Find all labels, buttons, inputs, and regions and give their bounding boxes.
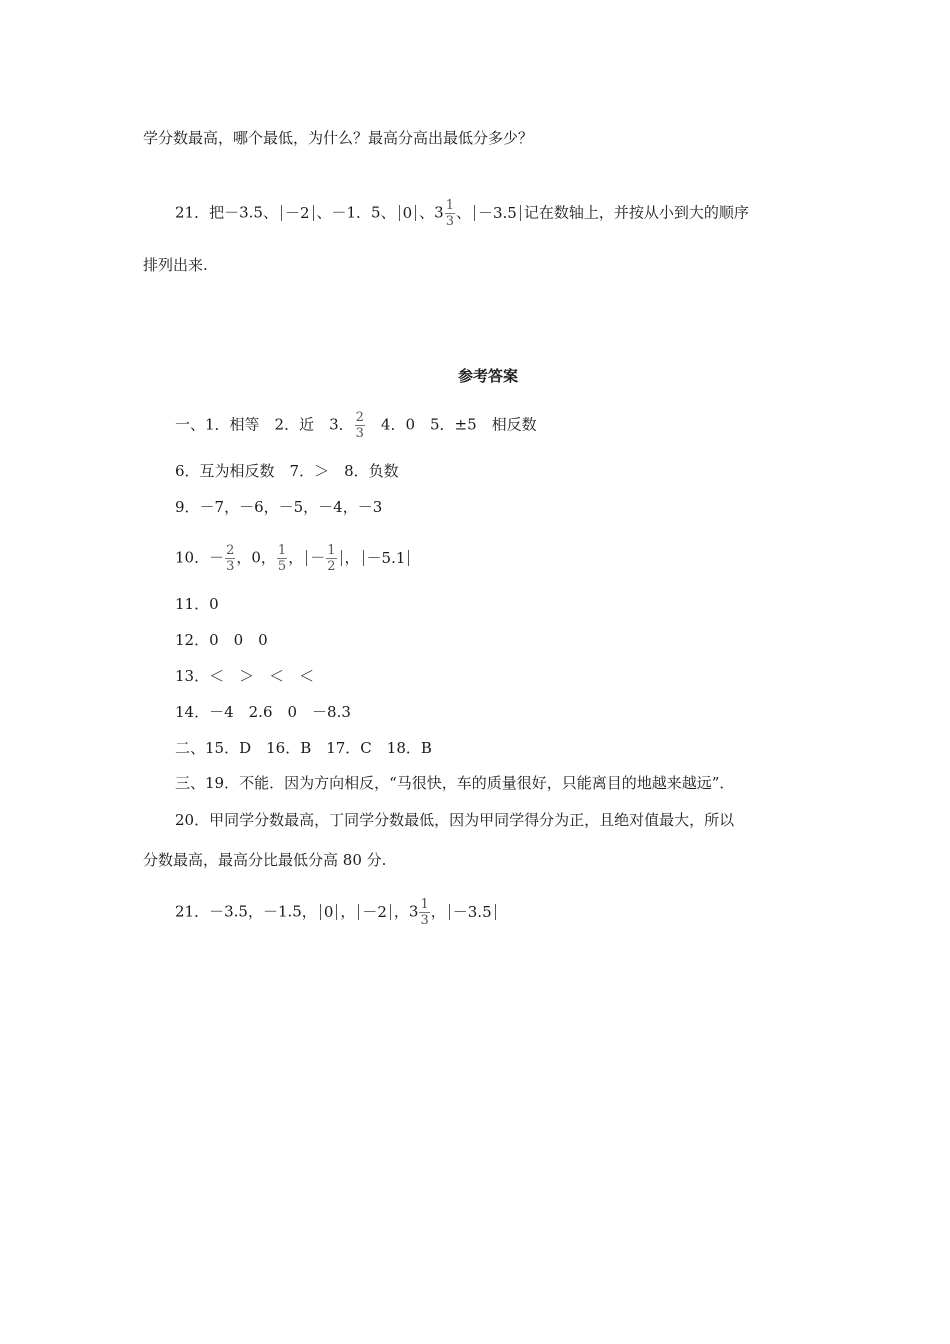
answer-20-line2: 分数最高，最高分比最低分高 80 分. <box>143 851 387 869</box>
q21-text-d: 、 <box>455 203 471 222</box>
ans1-text-a: 一、1．相等 2．近 3． <box>175 415 354 434</box>
ans10-fraction-3 <box>326 543 336 574</box>
ans21-fraction-num: 1 <box>420 897 429 912</box>
q21-abs-1: －2 <box>278 203 317 223</box>
answer-11: 11．0 <box>175 595 219 613</box>
question-tail: 学分数最高，哪个最低，为什么？最高分高出最低分多少？ <box>143 129 534 147</box>
ans10-f2-den: 5 <box>277 559 287 574</box>
ans10-text-b: ，0， <box>236 548 276 567</box>
answer-6-8: 6．互为相反数 7．＞ 8．负数 <box>175 462 399 480</box>
ans21-text-c: ，3 <box>393 902 419 921</box>
ans21-abs-2: －2 <box>355 902 394 922</box>
answer-15-18: 二、15．D 16．B 17．C 18．B <box>175 739 432 757</box>
answer-14: 14．－4 2.6 0 －8.3 <box>175 703 351 721</box>
ans10-f2-num: 1 <box>277 543 287 558</box>
q21-text-a: 21．把－3.5、 <box>175 203 278 222</box>
ans10-abs-1-sign: － <box>310 548 326 567</box>
ans21-fraction <box>419 897 429 928</box>
q21-text-b: 、－1．5、 <box>316 203 396 222</box>
ans21-text-b: ， <box>340 902 356 921</box>
ans10-f3-den: 2 <box>327 559 336 574</box>
ans10-f1-num: 2 <box>226 543 235 558</box>
answers-title: 参考答案 <box>458 367 519 385</box>
q21-fraction <box>445 198 455 229</box>
q21-text-e: 记在数轴上，并按从小到大的顺序 <box>523 203 749 222</box>
ans10-text-c: ， <box>288 548 304 567</box>
answer-19: 三、19．不能．因为方向相反，“马很快，车的质量很好，只能离目的地越来越远”． <box>175 774 735 792</box>
ans21-text-a: 21．－3.5，－1.5， <box>175 902 317 921</box>
ans10-f1-den: 3 <box>226 559 235 574</box>
q21-text-c: 、3 <box>419 203 444 222</box>
question-21-line2: 排列出来. <box>143 256 208 274</box>
ans21-abs-1: 0 <box>317 902 341 922</box>
ans1-fraction-num: 2 <box>355 410 364 425</box>
ans21-abs-3: －3.5 <box>446 902 499 922</box>
answer-9: 9．－7，－6，－5，－4，－3 <box>175 498 383 516</box>
ans10-f3-num: 1 <box>327 543 336 558</box>
ans21-fraction-den: 3 <box>420 913 429 928</box>
ans1-fraction-den: 3 <box>355 426 364 441</box>
q21-fraction-num: 1 <box>445 198 454 213</box>
ans10-abs-2: －5.1 <box>360 548 413 568</box>
q21-abs-2: 0 <box>396 203 420 223</box>
ans1-fraction <box>355 410 365 441</box>
answer-21 <box>175 897 499 928</box>
answer-10 <box>175 543 412 574</box>
answer-13: 13．＜ ＞ ＜ ＜ <box>175 667 315 685</box>
ans10-abs-1 <box>303 543 344 574</box>
answer-1-5 <box>175 410 537 441</box>
answer-12: 12．0 0 0 <box>175 631 268 649</box>
question-21 <box>175 198 749 229</box>
ans1-text-b: 4．0 5．±5 相反数 <box>365 415 537 434</box>
q21-abs-3: －3.5 <box>471 203 524 223</box>
ans21-text-d: ， <box>430 902 446 921</box>
ans10-fraction-1 <box>225 543 235 574</box>
ans10-fraction-2 <box>277 543 287 574</box>
ans10-text-a: 10．－ <box>175 548 225 567</box>
q21-fraction-den: 3 <box>445 214 454 229</box>
answer-20-line1: 20．甲同学分数最高，丁同学分数最低，因为甲同学得分为正，且绝对值最大，所以 <box>175 811 735 829</box>
ans10-text-d: ， <box>344 548 360 567</box>
